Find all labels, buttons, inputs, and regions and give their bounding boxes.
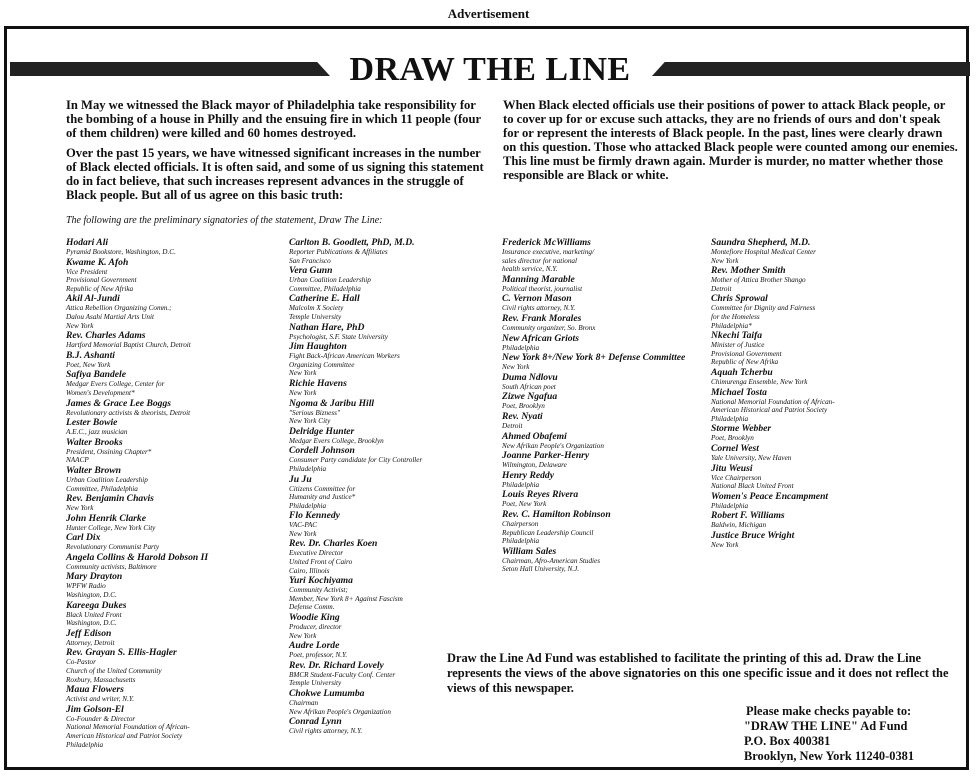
signatory-name: Safiya Bandele bbox=[66, 369, 126, 381]
signatory-affiliation: Citizens Committee for bbox=[289, 484, 356, 493]
signatory-affiliation: Poet, Brooklyn bbox=[502, 402, 545, 411]
signatory-entry bbox=[289, 378, 499, 398]
signatory-name: Louis Reyes Rivera bbox=[502, 489, 579, 501]
signatory-affiliation: Civil rights attorney, N.Y. bbox=[502, 304, 576, 313]
signatory-affiliation: Poet, New York bbox=[66, 360, 111, 369]
signatory-affiliation: Executive Director bbox=[289, 549, 344, 558]
signatory-affiliation: Philadelphia bbox=[502, 480, 540, 489]
signatory-affiliation: New York bbox=[711, 256, 739, 265]
signatory-entry bbox=[289, 237, 499, 265]
signatory-affiliation: Temple University bbox=[289, 312, 342, 321]
signatory-entry bbox=[289, 265, 499, 293]
checks-line-4: Brooklyn, New York 11240-0381 bbox=[744, 749, 915, 763]
signatory-name: Hodari Ali bbox=[66, 237, 109, 248]
signatory-affiliation: Provisional Government bbox=[711, 349, 782, 358]
signatory-affiliation: Washington, D.C. bbox=[66, 591, 117, 600]
signatory-affiliation: Vice Chairperson bbox=[711, 473, 762, 482]
signatory-affiliation: Organizing Committee bbox=[289, 360, 355, 369]
signatory-affiliation: Psychologist, S.F. State University bbox=[289, 332, 388, 341]
signatory-affiliation: Philadelphia bbox=[711, 501, 749, 510]
signatory-name: Audre Lorde bbox=[289, 640, 340, 652]
signatory-entry bbox=[711, 387, 921, 424]
signatory-name: New African Griots bbox=[502, 332, 579, 344]
signatory-entry bbox=[711, 330, 921, 367]
signatory-name: Rev. Grayan S. Ellis-Hagler bbox=[66, 647, 177, 659]
signatory-entry bbox=[66, 293, 276, 330]
signatory-name: Cornel West bbox=[711, 442, 759, 454]
signatory-name: Jitu Weusi bbox=[711, 462, 753, 474]
signatory-name: Woodie King bbox=[289, 612, 340, 624]
signatory-affiliation: National Memorial Foundation of African- bbox=[66, 723, 190, 732]
signatory-entry bbox=[502, 411, 712, 431]
signatory-name: Walter Brown bbox=[66, 464, 121, 476]
signatory-affiliation: Civil rights attorney, N.Y. bbox=[289, 727, 363, 736]
signatory-affiliation: "Serious Bizness" bbox=[289, 408, 340, 417]
signatory-name: Vera Gunn bbox=[289, 265, 333, 277]
signatory-name: James & Grace Lee Boggs bbox=[66, 397, 171, 409]
signatory-entry bbox=[66, 647, 276, 684]
signatory-name: Duma Ndlovu bbox=[502, 371, 558, 383]
signatory-affiliation: Minister of Justice bbox=[711, 341, 765, 350]
signatory-affiliation: NAACP bbox=[66, 456, 89, 465]
signatory-affiliation: Montefiore Hospital Medical Center bbox=[711, 248, 816, 256]
signatory-name: Mary Drayton bbox=[66, 571, 123, 583]
signatory-entry bbox=[502, 237, 712, 274]
signatory-name: Rev. Charles Adams bbox=[66, 330, 146, 342]
signatory-entry bbox=[711, 293, 921, 330]
signatory-name: Catherine E. Hall bbox=[289, 293, 360, 305]
signatory-affiliation: Fight Back-African American Workers bbox=[289, 352, 400, 361]
signatory-affiliation: Temple University bbox=[289, 679, 342, 688]
signatory-name: Rev. Dr. Charles Koen bbox=[289, 538, 378, 550]
signatory-affiliation: New Afrikan People's Organization bbox=[289, 707, 391, 716]
checks-address bbox=[744, 704, 964, 764]
signatory-name: Jeff Edison bbox=[66, 627, 112, 639]
signatory-entry bbox=[289, 293, 499, 321]
signatory-affiliation: Detroit bbox=[502, 421, 523, 430]
signatory-entry bbox=[502, 509, 712, 546]
signatory-name: Manning Marable bbox=[502, 273, 575, 285]
signatory-name: John Henrik Clarke bbox=[66, 512, 146, 524]
signatory-entry bbox=[66, 417, 276, 437]
signatory-affiliation: Urban Coalition Leadership bbox=[289, 276, 371, 285]
signatory-entry bbox=[289, 426, 499, 446]
signatory-name: Walter Brooks bbox=[66, 436, 123, 448]
signatory-affiliation: Chimurenga Ensemble, New York bbox=[711, 377, 808, 386]
signatory-affiliation: National Black United Front bbox=[711, 482, 794, 491]
signatory-entry bbox=[66, 704, 276, 749]
signatory-name: Ju Ju bbox=[289, 473, 312, 485]
signatory-affiliation: Insurance executive, marketing/ bbox=[502, 248, 595, 256]
signatory-name: Henry Reddy bbox=[502, 469, 554, 481]
signatory-affiliation: Vice President bbox=[66, 267, 108, 276]
signatory-affiliation: Poet, New York bbox=[502, 500, 547, 509]
signatory-affiliation: Humanity and Justice* bbox=[289, 493, 356, 502]
signatory-name: Rev. Benjamin Chavis bbox=[66, 493, 154, 505]
signatory-affiliation: South African poet bbox=[502, 382, 556, 391]
signatory-name: Rev. Mother Smith bbox=[711, 265, 786, 277]
signatory-affiliation: Consumer Party candidate for City Controller bbox=[289, 456, 423, 465]
signatory-affiliation: Poet, professor, N.Y. bbox=[289, 651, 348, 660]
signatory-entry bbox=[502, 274, 712, 294]
signatory-affiliation: New York bbox=[289, 388, 317, 397]
signatory-affiliation: Republican Leadership Council bbox=[502, 528, 594, 537]
signatory-entry bbox=[711, 510, 921, 530]
signatory-affiliation: National Memorial Foundation of African- bbox=[711, 397, 835, 406]
intro-right bbox=[503, 98, 958, 188]
signatory-entry bbox=[502, 293, 712, 313]
signatory-name: Kareega Dukes bbox=[66, 599, 127, 611]
signatory-affiliation: Urban Coalition Leadership bbox=[66, 475, 148, 484]
signatory-name: Rev. Frank Morales bbox=[502, 312, 582, 324]
signatory-affiliation: Hunter College, New York City bbox=[66, 523, 156, 532]
signatory-affiliation: Black United Front bbox=[66, 610, 122, 619]
signatory-name: Rev. Nyati bbox=[502, 410, 543, 422]
signatory-affiliation: New York bbox=[502, 363, 530, 372]
signatory-name: Jim Haughton bbox=[289, 341, 347, 353]
intro-paragraph-2: Over the past 15 years, we have witnessed significant increases in the number of Black elected officials. It is often said, and some of us signing this statement do in fact believe, that such increases represent advances in the struggle of Black people. But all of us agree on this basic truth: bbox=[66, 146, 484, 202]
signatory-affiliation: for the Homeless bbox=[711, 312, 760, 321]
signatory-affiliation: Co-Pastor bbox=[66, 658, 96, 667]
signatory-affiliation: Community Activist; bbox=[289, 586, 348, 595]
signatory-name: Angela Collins & Harold Dobson II bbox=[66, 551, 209, 563]
signatory-entry bbox=[711, 491, 921, 511]
signatory-affiliation: Community activists, Baltimore bbox=[66, 562, 157, 571]
signatory-name: Michael Tosta bbox=[711, 386, 767, 398]
signatory-affiliation: Revolutionary activists & theorists, Detroit bbox=[66, 408, 191, 417]
signatory-affiliation: Medgar Evers College, Brooklyn bbox=[289, 436, 384, 445]
signatory-name: William Sales bbox=[502, 545, 557, 557]
signatory-affiliation: Philadelphia* bbox=[711, 321, 752, 330]
signatory-affiliation: Yale University, New Haven bbox=[711, 453, 792, 462]
signatory-affiliation: VAC-PAC bbox=[289, 521, 318, 530]
signatory-affiliation: health service, N.Y. bbox=[502, 265, 558, 274]
signatory-affiliation: Community organizer, So. Bronx bbox=[502, 323, 596, 332]
checks-line-2: "DRAW THE LINE" Ad Fund bbox=[744, 719, 908, 733]
signatory-entry bbox=[502, 470, 712, 490]
signatory-affiliation: Philadelphia bbox=[289, 501, 327, 510]
signatory-name: Jim Golson-El bbox=[66, 703, 124, 715]
signatory-affiliation: Co-Founder & Director bbox=[66, 714, 136, 723]
signatory-affiliation: Dalou Asahi Martial Arts Unit bbox=[66, 312, 154, 321]
signatory-name: Cordell Johnson bbox=[289, 445, 355, 457]
signatory-entry bbox=[502, 313, 712, 333]
signatory-entry bbox=[711, 530, 921, 550]
signatory-affiliation: Roxbury, Massachusetts bbox=[66, 675, 136, 684]
intro-paragraph-1: In May we witnessed the Black mayor of Philadelphia take responsibility for the bombing of a house in Philly and the ensuing fire in which 11 people (four of them children) were killed and 60 homes destroyed. bbox=[66, 98, 481, 140]
signatory-entry bbox=[502, 391, 712, 411]
signatory-name: Conrad Lynn bbox=[289, 716, 342, 728]
title-bar-right bbox=[652, 62, 970, 76]
signatory-affiliation: Mother of Attica Brother Shango bbox=[711, 276, 806, 285]
signatory-affiliation: Committee, Philadelphia bbox=[289, 284, 361, 293]
signatory-entry bbox=[66, 330, 276, 350]
signatory-affiliation: Medgar Evers College, Center for bbox=[66, 380, 165, 389]
signatory-name: Joanne Parker-Henry bbox=[502, 450, 590, 462]
signatory-affiliation: New York bbox=[289, 369, 317, 378]
signatory-name: Saundra Shepherd, M.D. bbox=[711, 237, 811, 248]
signatory-name: Maua Flowers bbox=[66, 684, 124, 696]
signatory-affiliation: New York bbox=[66, 504, 94, 513]
intro-left bbox=[66, 98, 491, 208]
signatory-affiliation: sales director for national bbox=[502, 256, 578, 265]
signatory-name: C. Vernon Mason bbox=[502, 293, 572, 305]
signatory-name: Storme Webber bbox=[711, 423, 772, 435]
signatory-entry bbox=[289, 575, 499, 612]
signatory-entry bbox=[711, 463, 921, 491]
signatory-entry bbox=[66, 552, 276, 572]
signatory-name: Lester Bowie bbox=[66, 417, 118, 429]
checks-line-1: Please make checks payable to: bbox=[746, 704, 912, 718]
signatory-entry bbox=[711, 237, 921, 265]
signatory-affiliation: Chairman bbox=[289, 699, 319, 707]
signatory-affiliation: BMCR Student-Faculty Conf. Center bbox=[289, 670, 396, 679]
signatory-affiliation: Malcolm X Society bbox=[289, 304, 344, 313]
signatory-affiliation: Defense Comm. bbox=[289, 603, 335, 612]
signatory-affiliation: Attorney, Detroit bbox=[66, 638, 115, 647]
signatory-name: Zizwe Ngafua bbox=[502, 391, 558, 403]
signatory-affiliation: Pyramid Bookstore, Washington, D.C. bbox=[66, 248, 176, 256]
signatory-name: Delridge Hunter bbox=[289, 425, 355, 437]
signatory-affiliation: Producer, director bbox=[289, 623, 342, 632]
signatory-entry bbox=[289, 474, 499, 511]
signatory-affiliation: Seton Hall University, N.J. bbox=[502, 565, 580, 574]
signatory-entry bbox=[289, 322, 499, 342]
signatory-name: Flo Kennedy bbox=[289, 510, 340, 522]
signatory-affiliation: Poet, Brooklyn bbox=[711, 434, 754, 443]
signatory-name: Chokwe Lumumba bbox=[289, 688, 365, 699]
signatory-affiliation: Church of the United Community bbox=[66, 667, 162, 676]
signatory-affiliation: Wilmington, Delaware bbox=[502, 461, 567, 470]
signatory-entry bbox=[66, 257, 276, 294]
signatory-entry bbox=[66, 493, 276, 513]
signatory-entry bbox=[711, 367, 921, 387]
signatory-name: Aquah Tcherbu bbox=[711, 366, 773, 378]
signatory-entry bbox=[502, 352, 712, 372]
signatory-affiliation: Revolutionary Communist Party bbox=[66, 543, 160, 552]
signatory-affiliation: Hartford Memorial Baptist Church, Detroit bbox=[66, 341, 191, 350]
signatory-affiliation: Committee, Philadelphia bbox=[66, 484, 138, 493]
signatory-entry bbox=[66, 350, 276, 370]
signatory-name: Rev. C. Hamilton Robinson bbox=[502, 508, 611, 520]
signatory-affiliation: Provisional Government bbox=[66, 276, 137, 285]
signatory-affiliation: New York City bbox=[289, 417, 331, 426]
signatory-entry bbox=[289, 716, 499, 736]
signatory-name: Carl Dix bbox=[66, 532, 101, 544]
signatory-affiliation: Activist and writer, N.Y. bbox=[66, 695, 135, 704]
signatory-entry bbox=[66, 369, 276, 397]
signatory-affiliation: New Afrikan People's Organization bbox=[502, 441, 604, 450]
signatory-name: Yuri Kochiyama bbox=[289, 575, 353, 587]
signatory-affiliation: Republic of New Afrika bbox=[66, 284, 134, 293]
signatory-affiliation: Chairperson bbox=[502, 519, 539, 528]
fund-statement: Draw the Line Ad Fund was established to facilitate the printing of this ad. Draw the Line represents the views of the above signatories on this one specific issue and it does not reflect the views of this newspaper. bbox=[447, 651, 949, 695]
signatory-affiliation: Republic of New Afrika bbox=[711, 358, 779, 367]
signatory-name: Ahmed Obafemi bbox=[502, 430, 567, 442]
signatory-affiliation: American Historical and Patriot Society bbox=[711, 406, 828, 415]
signatory-entry bbox=[289, 398, 499, 426]
signatory-name: Carlton B. Goodlett, PhD, M.D. bbox=[289, 237, 415, 248]
signatory-column-4 bbox=[711, 237, 921, 549]
signatory-affiliation: Committee for Dignity and Fairness bbox=[711, 304, 816, 313]
signatory-affiliation: New York bbox=[66, 321, 94, 330]
signatory-affiliation: Chairman, Afro-American Studies bbox=[502, 556, 601, 565]
signatory-affiliation: WPFW Radio bbox=[66, 582, 106, 591]
signatory-entry bbox=[66, 532, 276, 552]
signatory-affiliation: Political theorist, journalist bbox=[502, 284, 583, 293]
signatory-affiliation: Philadelphia bbox=[66, 740, 104, 749]
signatory-entry bbox=[66, 398, 276, 418]
signatory-entry bbox=[289, 445, 499, 473]
signatory-entry bbox=[289, 341, 499, 378]
signatory-entry bbox=[66, 600, 276, 628]
signatory-name: New York 8+/New York 8+ Defense Committee bbox=[502, 352, 686, 364]
signatory-entry bbox=[502, 489, 712, 509]
signatory-affiliation: President, Ossining Chapter* bbox=[66, 447, 152, 456]
signatory-name: Akil Al-Jundi bbox=[66, 293, 120, 305]
signatory-affiliation: Attica Rebellion Organizing Comm.; bbox=[66, 304, 172, 313]
ad-title: DRAW THE LINE bbox=[349, 51, 631, 88]
signatory-name: Women's Peace Encampment bbox=[711, 490, 829, 502]
intro-paragraph-3: When Black elected officials use their positions of power to attack Black people, or to cover up for or excuse such attacks, they are no friends of ours and don't speak for or represent the interests of Black people. In the past, lines were clearly drawn on this question. Those who attacked Black people were counted among our enemies. This line must be firmly drawn again. Murder is murder, no matter whether those responsible are Black or white. bbox=[503, 98, 958, 182]
signatory-name: Nathan Hare, PhD bbox=[289, 321, 365, 333]
signatory-entry bbox=[66, 437, 276, 465]
signatory-entry bbox=[66, 513, 276, 533]
signatory-entry bbox=[66, 628, 276, 648]
signatory-entry bbox=[711, 423, 921, 443]
signatory-entry bbox=[289, 612, 499, 640]
signatory-entry bbox=[502, 372, 712, 392]
signatory-affiliation: Member, New York 8+ Against Fascism bbox=[289, 594, 403, 603]
signatory-affiliation: American Historical and Patriot Society bbox=[66, 732, 183, 740]
signatory-name: Richie Havens bbox=[289, 377, 347, 389]
signatory-column-3 bbox=[502, 237, 712, 574]
signatory-affiliation: Baldwin, Michigan bbox=[711, 521, 767, 530]
signatory-name: B.J. Ashanti bbox=[66, 349, 115, 361]
signatory-entry bbox=[711, 265, 921, 293]
signatory-entry bbox=[502, 333, 712, 353]
signatory-affiliation: New York bbox=[711, 540, 739, 549]
signatory-affiliation: Detroit bbox=[711, 284, 732, 293]
checks-line-3: P.O. Box 400381 bbox=[744, 734, 831, 748]
signatory-affiliation: Philadelphia bbox=[502, 537, 540, 546]
signatory-affiliation: Cairo, Illinois bbox=[289, 566, 330, 575]
signatory-affiliation: Philadelphia bbox=[289, 464, 327, 473]
signatory-entry bbox=[289, 510, 499, 538]
signatory-column-1 bbox=[66, 237, 276, 749]
signatory-name: Frederick McWilliams bbox=[502, 237, 591, 248]
signatory-entry bbox=[66, 237, 276, 257]
signatories-intro: The following are the preliminary signatories of the statement, Draw The Line: bbox=[66, 215, 383, 226]
signatory-entry bbox=[289, 538, 499, 575]
signatory-affiliation: A.E.C., jazz musician bbox=[66, 428, 128, 437]
title-bar-left bbox=[10, 62, 330, 76]
signatory-affiliation: New York bbox=[289, 631, 317, 640]
signatory-name: Nkechi Taifa bbox=[711, 330, 763, 342]
signatory-entry bbox=[502, 546, 712, 574]
advertisement-label: Advertisement bbox=[447, 6, 530, 21]
signatory-entry bbox=[502, 450, 712, 470]
signatory-entry bbox=[66, 465, 276, 493]
signatory-affiliation: Reporter Publications & Affiliates bbox=[289, 248, 388, 256]
signatory-name: Kwame K. Afoh bbox=[66, 256, 129, 268]
signatory-entry bbox=[66, 571, 276, 599]
signatory-entry bbox=[66, 684, 276, 704]
signatory-name: Robert F. Williams bbox=[711, 510, 785, 522]
signatory-affiliation: New York bbox=[289, 529, 317, 538]
signatory-name: Ngoma & Jaribu Hill bbox=[289, 397, 375, 409]
signatory-affiliation: Women's Development* bbox=[66, 388, 135, 397]
signatory-affiliation: San Francisco bbox=[289, 256, 331, 265]
signatory-name: Rev. Dr. Richard Lovely bbox=[289, 659, 384, 671]
signatory-name: Chris Sprowal bbox=[711, 293, 768, 305]
signatory-affiliation: Philadelphia bbox=[711, 414, 749, 423]
signatory-affiliation: United Front of Cairo bbox=[289, 558, 353, 567]
signatory-name: Justice Bruce Wright bbox=[711, 529, 795, 541]
signatory-entry bbox=[502, 431, 712, 451]
signatory-affiliation: Philadelphia bbox=[502, 343, 540, 352]
signatory-entry bbox=[711, 443, 921, 463]
signatory-affiliation: Washington, D.C. bbox=[66, 619, 117, 628]
